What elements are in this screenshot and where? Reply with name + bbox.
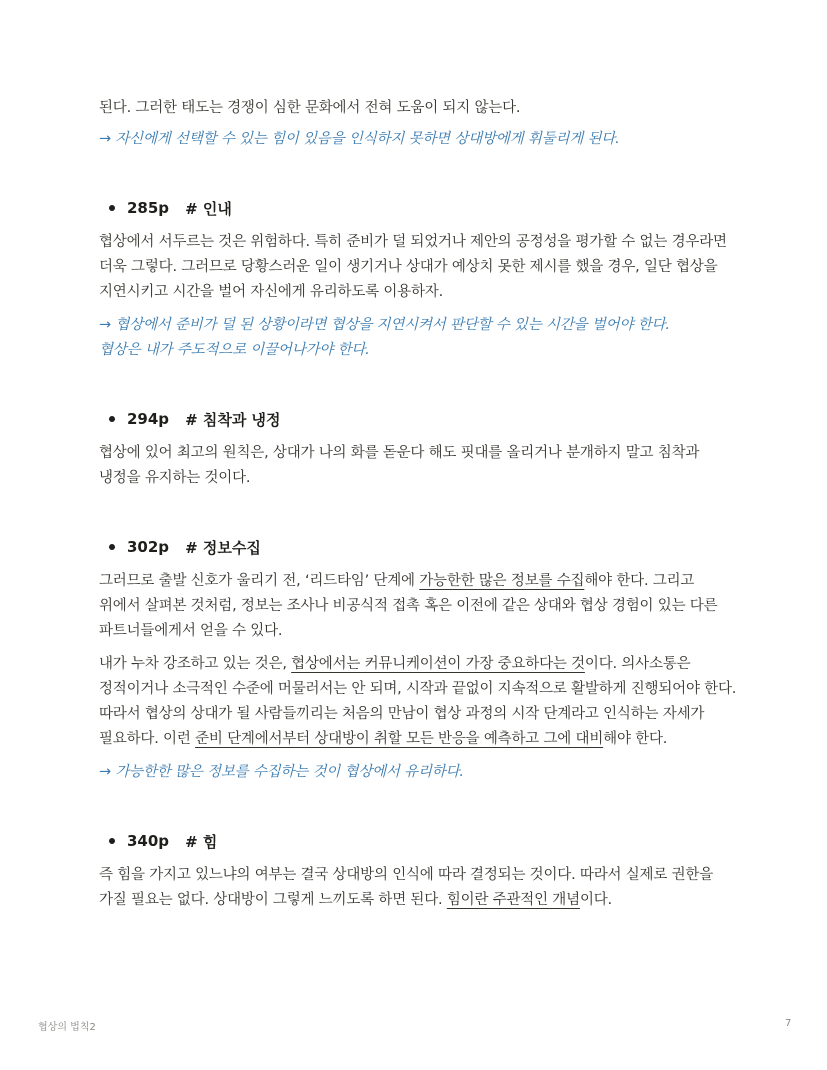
- section-294-heading: [99, 407, 739, 431]
- text-run: 내가 누차 강조하고 있는 것은,: [99, 656, 292, 672]
- footer-document-title: 협상의 법칙2: [38, 1022, 96, 1033]
- text-run: 해야 한다. 그리고 위에서 살펴본 것처럼, 정보는 조사나 비공식적 접촉 혹은 이전에 같은 상대와 협상 경험이 있는 다른 파트너들에게서 얻을 수 있다.: [99, 573, 718, 639]
- section-294-paragraph: 협상에 있어 최고의 원칙은, 상대가 나의 화를 돋운다 해도 핏대를 올리거나 분개하지 말고 침착과 냉정을 유지하는 것이다.: [99, 445, 700, 486]
- bullet-icon: [109, 416, 115, 422]
- text-run: 이다. 의사소통은 정적이거나 소극적인 수준에 머물러서는 안 되며, 시작과 끝없이 지속적으로 활발하게 진행되어야 한다. 따라서 협상의 상대가 될 사람들끼리는 처음의 만남이 협상 과정의 시작 단계라고 인식하는 자세가 필요하다. 이런: [99, 656, 737, 747]
- section-285-note: [99, 313, 739, 363]
- section-302-note: → 가능한한 많은 정보를 수집하는 것이 협상에서 유리하다.: [99, 764, 464, 780]
- text-run: 이다.: [579, 892, 612, 908]
- section-340-heading: [99, 829, 739, 853]
- underlined-text: 힘이란 주관적인 개념: [446, 892, 580, 908]
- underlined-text: 가능한한 많은 정보를 수집: [419, 573, 585, 589]
- bullet-icon: [109, 544, 115, 550]
- document-page: [99, 96, 739, 913]
- text-run: 그러므로 출발 신호가 울리기 전, ‘리드타임’ 단계에: [99, 573, 420, 589]
- section-302-paragraph-1: [99, 569, 739, 644]
- underlined-text: 준비 단계에서부터 상대방이 취할 모든 반응을 예측하고 그에 대비: [195, 731, 604, 747]
- footer-page-number: 7: [785, 1018, 792, 1029]
- intro-paragraph: 된다. 그러한 태도는 경쟁이 심한 문화에서 전혀 도움이 되지 않는다.: [99, 100, 521, 116]
- section-tag: # 힘: [185, 832, 218, 851]
- note-line: 협상은 내가 주도적으로 이끌어나가야 한다.: [99, 342, 370, 358]
- text-run: 즉 힘을 가지고 있느냐의 여부는 결국 상대방의 인식에 따라 결정되는 것이다. 따라서 실제로 권한을 가질 필요는 없다. 상대방이 그렇게 느끼도록 하면 된다.: [99, 867, 714, 908]
- intro-note: → 자신에게 선택할 수 있는 힘이 있음을 인식하지 못하면 상대방에게 휘둘리게 된다.: [99, 131, 620, 147]
- section-340-paragraph: [99, 863, 739, 913]
- section-page-number: 285p: [127, 199, 170, 217]
- section-tag: # 인내: [185, 199, 232, 218]
- section-page-number: 294p: [127, 410, 170, 428]
- section-285-paragraph: 협상에서 서두르는 것은 위험하다. 특히 준비가 덜 되었거나 제안의 공정성을 평가할 수 없는 경우라면 더욱 그렇다. 그러므로 당황스러운 일이 생기거나 상대가 예상치 못한 제시를 했을 경우, 일단 협상을 지연시키고 시간을 벌어 자신에게 유리하도록 이용하자.: [99, 234, 727, 300]
- note-line: → 협상에서 준비가 덜 된 상황이라면 협상을 지연시켜서 판단할 수 있는 시간을 벌어야 한다.: [99, 317, 670, 333]
- bullet-icon: [109, 205, 115, 211]
- section-tag: # 침착과 냉정: [185, 410, 281, 429]
- section-302-heading: [99, 535, 739, 559]
- section-302-paragraph-2: [99, 652, 739, 752]
- text-run: 해야 한다.: [603, 731, 668, 747]
- section-page-number: 302p: [127, 538, 170, 556]
- section-285-heading: [99, 196, 739, 220]
- section-page-number: 340p: [127, 832, 170, 850]
- underlined-text: 협상에서는 커뮤니케이션이 가장 중요하다는 것: [291, 656, 585, 672]
- bullet-icon: [109, 838, 115, 844]
- section-tag: # 정보수집: [185, 538, 261, 557]
